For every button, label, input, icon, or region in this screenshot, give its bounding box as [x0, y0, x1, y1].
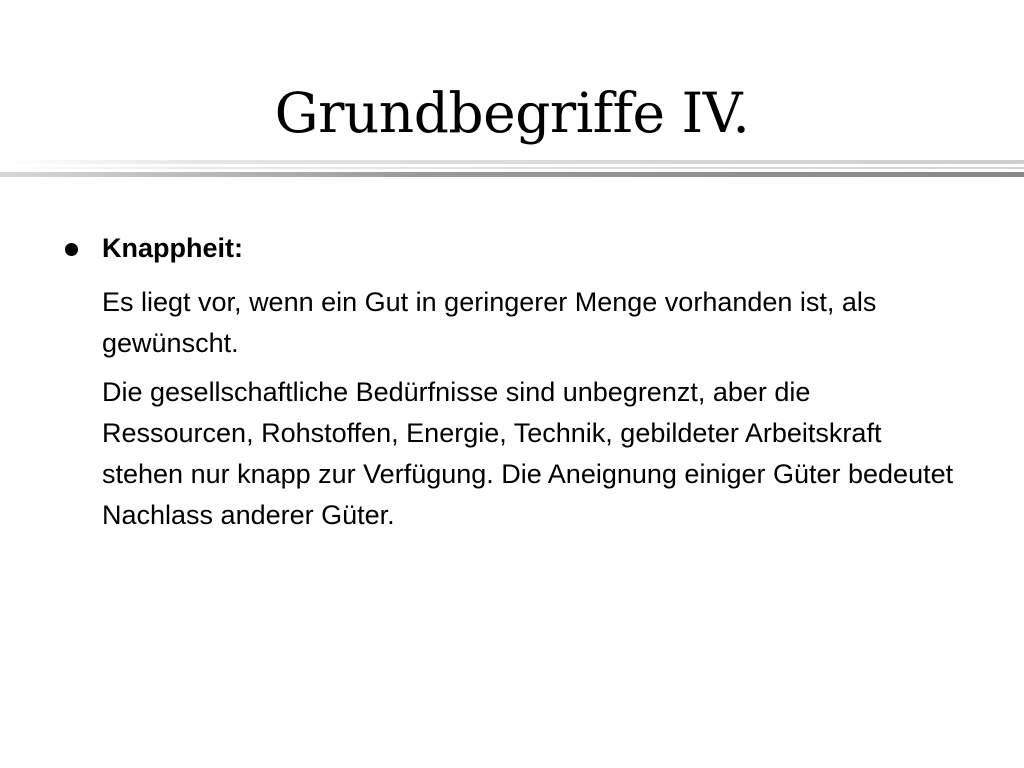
title-divider-top [0, 160, 1024, 164]
bullet-term: Knappheit: [102, 233, 243, 263]
explanation-paragraph: Die gesellschaftliche Bedürfnisse sind unbegrenzt, aber die Ressourcen, Rohstoffen, Energie, Technik, gebildeter Arbeitskraft stehen nur knapp zur Verfügung. Die Aneignung einiger Güter bedeutet Nachlass anderer Güter. [102, 377, 954, 530]
title-divider-middle [0, 167, 1024, 169]
slide-content [62, 228, 962, 536]
bullet-dot-icon [65, 243, 78, 256]
bullet-item [62, 228, 962, 272]
slide-title: Grundbegriffe IV. [274, 81, 750, 145]
definition-paragraph: Es liegt vor, wenn ein Gut in geringerer Menge vorhanden ist, als gewünscht. [102, 287, 877, 358]
title-divider-bottom [0, 172, 1024, 177]
